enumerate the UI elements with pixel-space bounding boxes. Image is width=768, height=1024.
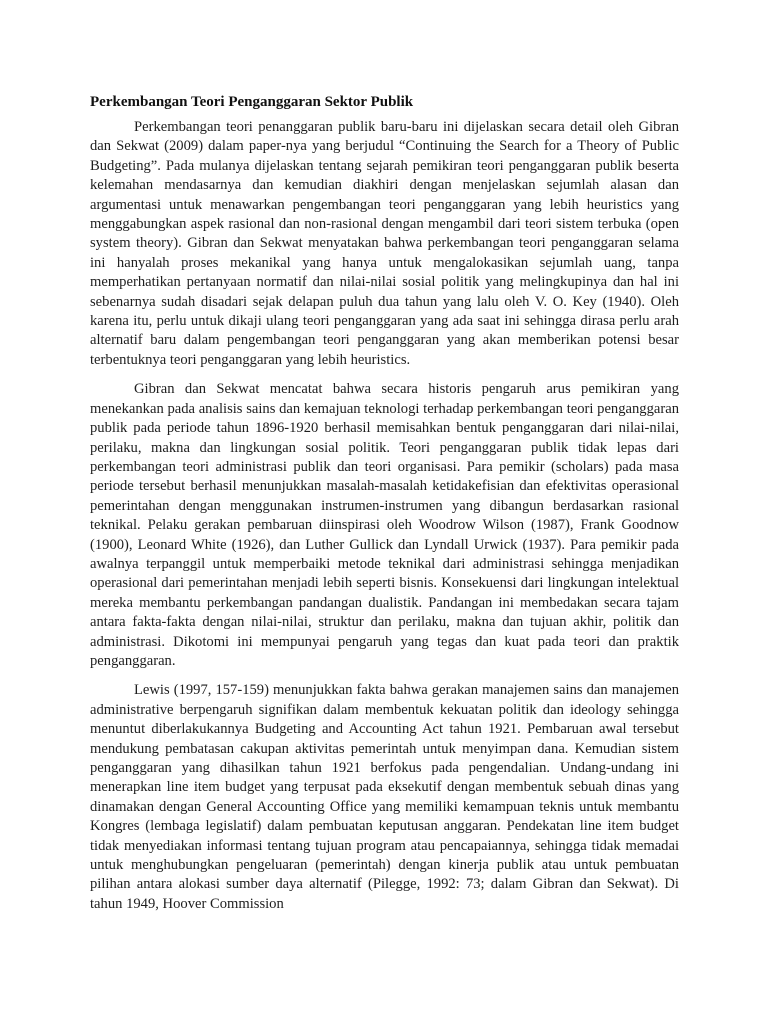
paragraph-1: Perkembangan teori penanggaran publik baru-baru ini dijelaskan secara detail oleh Gibran dan Sekwat (2009) dalam paper-nya yang berjudul “Continuing the Search for a Theory of Public Budgeting”. Pada mulanya dijelaskan tentang sejarah pemikiran teori penganggaran publik beserta kelemahan mendasarnya dan kemudian diakhiri dengan menjelaskan sejumlah alasan dan argumentasi untuk menawarkan pengembangan teori penganggaran yang lebih heuristics yang menggabungkan aspek rasional dan non-rasional dengan mengambil dari teori sistem terbuka (open system theory). Gibran dan Sekwat menyatakan bahwa perkembangan teori penganggaran selama ini hanyalah proses mekanikal yang hanya untuk mengalokasikan sejumlah uang, tanpa memperhatikan pertanyaan normatif dan nilai-nilai sosial politik yang melingkupinya dan hal ini sebenarnya sudah disadari sejak delapan puluh dua tahun yang lalu oleh V. O. Key (1940). Oleh karena itu, perlu untuk dikaji ulang teori penganggaran yang ada saat ini sehingga dirasa perlu arah alternatif baru dalam pengembangan teori penganggaran yang akan memberikan potensi besar terbentuknya teori penganggaran yang lebih heuristics. [90,119,679,368]
document-body [90,93,679,924]
document-title: Perkembangan Teori Penganggaran Sektor Publik [90,94,414,110]
paragraph-3: Lewis (1997, 157-159) menunjukkan fakta bahwa gerakan manajemen sains dan manajemen administrative berpengaruh signifikan dalam membentuk kekuatan politik dan ideology sehingga menuntut diberlakukannya Budgeting and Accounting Act tahun 1921. Pembaruan awal tersebut mendukung pembatasan cakupan aktivitas pemerintah untuk menyimpan dana. Kemudian sistem penganggaran yang dihasilkan tahun 1921 berfokus pada pengendalian. Undang-undang ini menerapkan line item budget yang terpusat pada eksekutif dengan membentuk sebuah dinas yang dinamakan dengan General Accounting Office yang memiliki kemampuan teknis untuk membantu Kongres (lembaga legislatif) dalam pembuatan keputusan anggaran. Pendekatan line item budget tidak menyediakan informasi tentang tujuan program atau pencapaiannya, sehingga tidak memadai untuk menghubungkan pengeluaran (pemerintah) dengan kinerja publik atau untuk pembuatan pilihan antara alokasi sumber daya alternatif (Pilegge, 1992: 73; dalam Gibran dan Sekwat). Di tahun 1949, Hoover Commission [90,682,679,912]
paragraph-2: Gibran dan Sekwat mencatat bahwa secara historis pengaruh arus pemikiran yang menekankan pada analisis sains dan kemajuan teknologi terhadap perkembangan teori penganggaran publik pada periode tahun 1896-1920 berhasil memisahkan bentuk penganggaran dari nilai-nilai, perilaku, makna dan lingkungan sosial politik. Teori penganggaran publik tidak lepas dari perkembangan teori administrasi publik dan teori organisasi. Para pemikir (scholars) pada masa periode tersebut berhasil menunjukkan masalah-masalah ketidakefisian dan efektivitas operasional pemerintahan dengan menggunakan instrumen-instrumen yang dibangun berdasarkan rasional teknikal. Pelaku gerakan pembaruan diinspirasi oleh Woodrow Wilson (1987), Frank Goodnow (1900), Leonard White (1926), dan Luther Gullick dan Lyndall Urwick (1937). Para pemikir pada awalnya terpanggil untuk memperbaiki metode teknikal dari administrasi sehingga menjadikan operasional dari pemerintahan menjadi lebih seperti bisnis. Konsekuensi dari lingkungan intelektual mereka membantu perkembangan pandangan dualistik. Pandangan ini membedakan secara tajam antara fakta-fakta dengan nilai-nilai, struktur dan perilaku, makna dan tujuan akhir, politik dan administrasi. Dikotomi ini mempunyai pengaruh yang tegas dan kuat pada teori dan praktik penganggaran. [90,381,679,669]
